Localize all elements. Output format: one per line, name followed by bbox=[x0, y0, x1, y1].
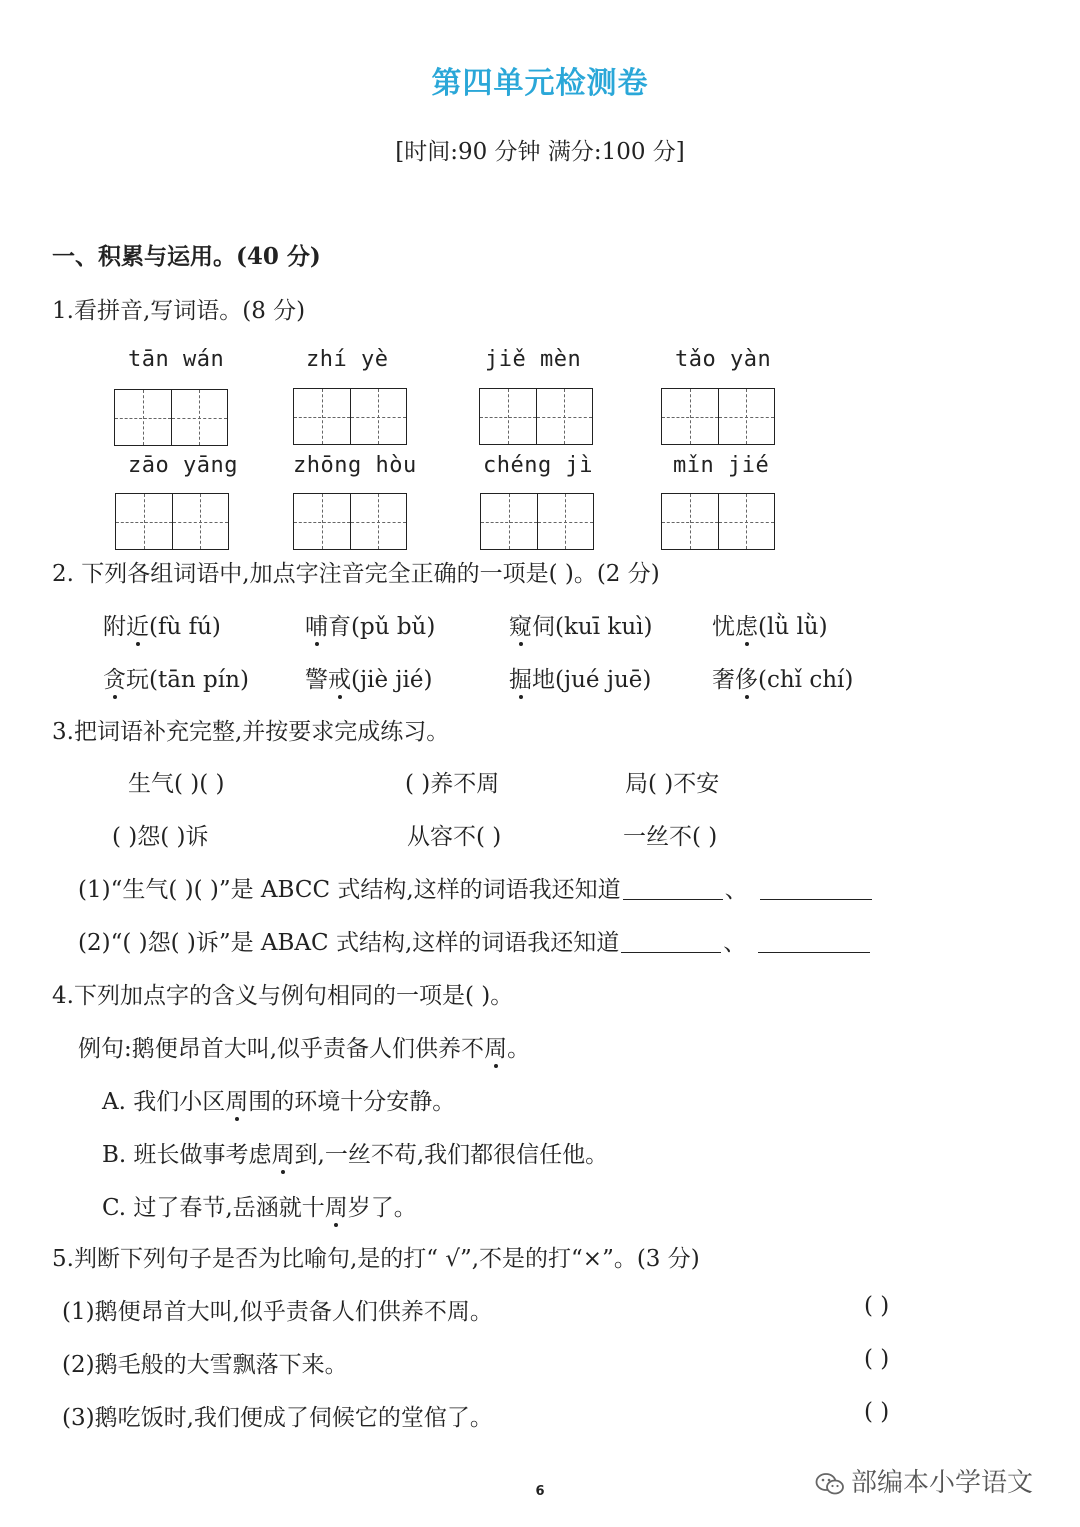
q5-item: (2)鹅毛般的大雪飘落下来。 bbox=[62, 1352, 348, 1378]
q2-option: 忧虑(lǜ lǜ) bbox=[712, 614, 828, 640]
writing-grid[interactable] bbox=[661, 388, 775, 445]
page-number: 6 bbox=[535, 1484, 545, 1499]
pinyin-label: zhōng hòu bbox=[293, 453, 417, 478]
idiom-fill: 局( )不安 bbox=[625, 771, 720, 797]
idiom-fill: 一丝不( ) bbox=[623, 824, 718, 850]
q3-sub1: (1)“生气( )( )”是 ABCC 式结构,这样的词语我还知道 、 bbox=[78, 871, 874, 904]
pinyin-label: zhí yè bbox=[306, 347, 389, 372]
q2-option: 附近(fù fú) bbox=[103, 614, 221, 640]
writing-grid[interactable] bbox=[293, 493, 407, 550]
answer-blank[interactable] bbox=[623, 898, 723, 900]
answer-paren[interactable]: ( ) bbox=[864, 1399, 890, 1425]
writing-grid[interactable] bbox=[114, 389, 228, 446]
q3-sub2: (2)“( )怨( )诉”是 ABAC 式结构,这样的词语我还知道 、 bbox=[78, 924, 872, 957]
section-heading: 一、积累与运用。(40 分) bbox=[52, 243, 321, 270]
q2-option: 警戒(jiè jié) bbox=[305, 667, 433, 693]
answer-blank[interactable] bbox=[621, 951, 721, 953]
answer-blank[interactable] bbox=[760, 898, 872, 900]
idiom-fill: 生气( )( ) bbox=[128, 771, 225, 797]
pinyin-label: chéng jì bbox=[483, 453, 593, 478]
writing-grid[interactable] bbox=[661, 493, 775, 550]
q2-option: 哺育(pǔ bǔ) bbox=[305, 614, 436, 640]
wechat-icon bbox=[815, 1471, 845, 1497]
q3-prompt: 3.把词语补充完整,并按要求完成练习。 bbox=[52, 719, 450, 745]
pinyin-label: mǐn jié bbox=[673, 453, 770, 478]
writing-grid[interactable] bbox=[479, 388, 593, 445]
q2-option: 窥伺(kuī kuì) bbox=[509, 614, 653, 640]
q4-prompt: 4.下列加点字的含义与例句相同的一项是( )。 bbox=[52, 983, 514, 1009]
q4-option-b: B. 班长做事考虑周到,一丝不苟,我们都很信任他。 bbox=[102, 1142, 609, 1168]
q2-prompt: 2. 下列各组词语中,加点字注音完全正确的一项是( )。(2 分) bbox=[52, 561, 660, 587]
q5-item: (3)鹅吃饭时,我们便成了伺候它的堂倌了。 bbox=[62, 1405, 493, 1431]
q4-option-c: C. 过了春节,岳涵就十周岁了。 bbox=[102, 1195, 417, 1221]
idiom-fill: 从容不( ) bbox=[407, 824, 502, 850]
q5-prompt: 5.判断下列句子是否为比喻句,是的打“ √”,不是的打“×”。(3 分) bbox=[52, 1246, 700, 1272]
exam-time-score: [时间:90 分钟 满分:100 分] bbox=[395, 139, 685, 165]
pinyin-label: tān wán bbox=[128, 347, 225, 372]
q5-item: (1)鹅便昂首大叫,似乎责备人们供养不周。 bbox=[62, 1299, 493, 1325]
writing-grid[interactable] bbox=[480, 493, 594, 550]
idiom-fill: ( )怨( )诉 bbox=[112, 824, 209, 850]
q1-prompt: 1.看拼音,写词语。(8 分) bbox=[52, 298, 306, 324]
pinyin-label: jiě mèn bbox=[485, 347, 582, 372]
watermark: 部编本小学语文 bbox=[815, 1462, 1033, 1499]
idiom-fill: ( )养不周 bbox=[405, 771, 500, 797]
pinyin-label: tǎo yàn bbox=[675, 347, 772, 372]
writing-grid[interactable] bbox=[293, 388, 407, 445]
answer-blank[interactable] bbox=[758, 951, 870, 953]
writing-grid[interactable] bbox=[115, 493, 229, 550]
q2-option: 掘地(jué juē) bbox=[509, 667, 652, 693]
q4-option-a: A. 我们小区周围的环境十分安静。 bbox=[102, 1089, 456, 1115]
answer-paren[interactable]: ( ) bbox=[864, 1346, 890, 1372]
q4-example: 例句:鹅便昂首大叫,似乎责备人们供养不周。 bbox=[78, 1036, 531, 1062]
q2-option: 奢侈(chǐ chí) bbox=[712, 667, 854, 693]
pinyin-label: zāo yāng bbox=[128, 453, 238, 478]
q2-option: 贪玩(tān pín) bbox=[103, 667, 249, 693]
answer-paren[interactable]: ( ) bbox=[864, 1293, 890, 1319]
page-title: 第四单元检测卷 bbox=[431, 66, 649, 101]
